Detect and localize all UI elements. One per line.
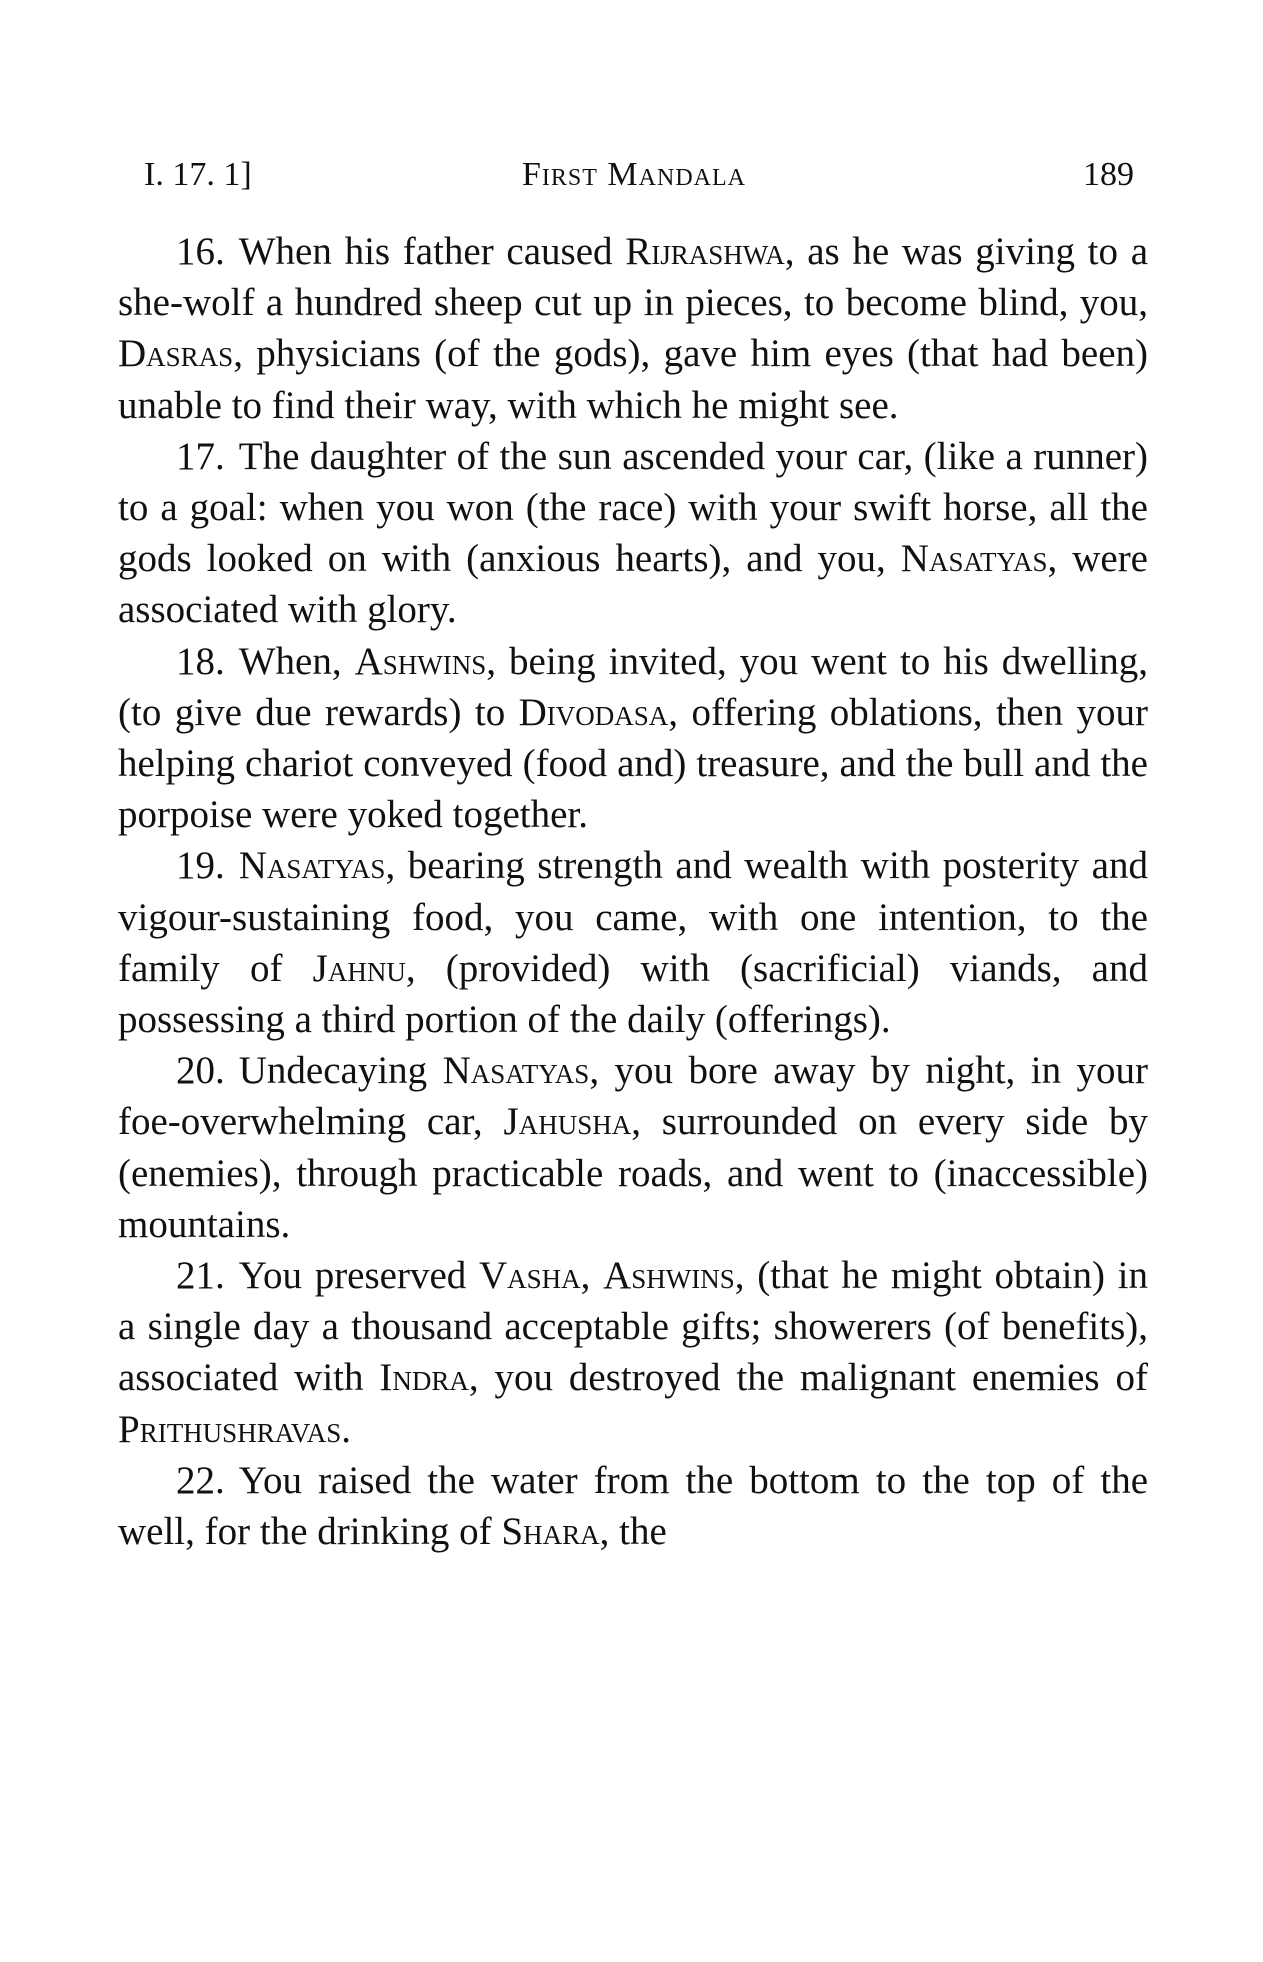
verse-text-run: The daughter of the sun ascended your car, (like a runner) to a goal: when you won (the race) with your swift horse, all the gods looked on with (anxious hearts), and you, [118,434,1148,581]
proper-name: Nasatyas [238,844,386,888]
verse-text-run: When, [238,639,355,683]
page-number: 189 [1083,156,1134,193]
proper-name: Rijrashwa [625,230,785,273]
verse-text-run: , (provided) with (sacrificial) viands, and possessing a third portion of the daily (offerings). [118,946,1148,1042]
section-reference: I. 17. 1] [144,156,252,193]
verse-text-run: Undecaying [238,1049,443,1093]
proper-name: Ashwins [603,1254,735,1298]
proper-name: Divodasa [518,690,669,734]
verse-text-run: You raised the water from the bottom to the top of the well, for the drinking of [118,1458,1148,1554]
verse-20 [118,1045,1148,1250]
verse-text-run: , as he was giving to a she-wolf a hundred sheep cut up in pieces, to become blind, you, [118,230,1148,325]
verse-number: 22. [176,1458,225,1502]
verse-text-run: , [580,1254,604,1298]
verse-number: 19. [176,844,225,888]
verse-number: 21. [176,1254,225,1298]
proper-name: Shara [501,1510,600,1554]
proper-name: Dasras [118,332,234,376]
proper-name: Indra [379,1356,469,1400]
verse-22 [118,1455,1148,1557]
verse-text-run: When his father caused [238,230,626,273]
verse-text-run: , the [599,1510,667,1554]
verse-text-run: , physicians (of the gods), gave him eyes (that had been) unable to find their way, with which he might see. [118,332,1148,427]
verse-text-run: You preserved [238,1254,479,1298]
proper-name: Nasatyas [900,537,1048,581]
proper-name: Jahusha [503,1100,632,1144]
verse-text-run: , you bore away by night, in your foe-overwhelming car, [118,1049,1148,1144]
verse-16 [118,226,1148,431]
verse-text-run: , bearing strength and wealth with posterity and vigour-sustaining food, you came, with one intention, to the family of [118,844,1148,990]
verse-17 [118,431,1148,636]
running-title: First Mandala [522,156,746,193]
verse-text-run: , surrounded on every side by (enemies), through practicable roads, and went to (inaccessible) mountains. [118,1100,1148,1246]
verse-number: 18. [176,639,225,683]
proper-name: Nasatyas [442,1049,590,1093]
verse-text-run: , were associated with glory. [118,537,1148,632]
verse-number: 16. [176,230,225,273]
verse-text-run: , being invited, you went to his dwelling, (to give due rewards) to [118,639,1148,734]
verse-19 [118,840,1148,1045]
verse-text-run: , you destroyed the malignant enemies of [468,1356,1148,1400]
verse-text-run: , offering oblations, then your helping chariot conveyed (food and) treasure, and the bull and the porpoise were yoked together. [118,690,1148,837]
verse-21 [118,1250,1148,1455]
proper-name: Vasha [478,1254,581,1298]
proper-name: Prithushravas [118,1407,342,1451]
verse-number: 20. [176,1049,225,1093]
verse-number: 17. [176,434,225,478]
proper-name: Jahnu [312,946,406,990]
proper-name: Ashwins [354,639,487,683]
verse-18 [118,636,1148,841]
verse-text-run: , (that he might obtain) in a single day a thousand acceptable gifts; showerers (of benefits), associated with [118,1254,1149,1400]
running-header [134,150,1134,200]
verse-text-run: . [341,1407,352,1451]
verse-text [118,226,1148,1557]
